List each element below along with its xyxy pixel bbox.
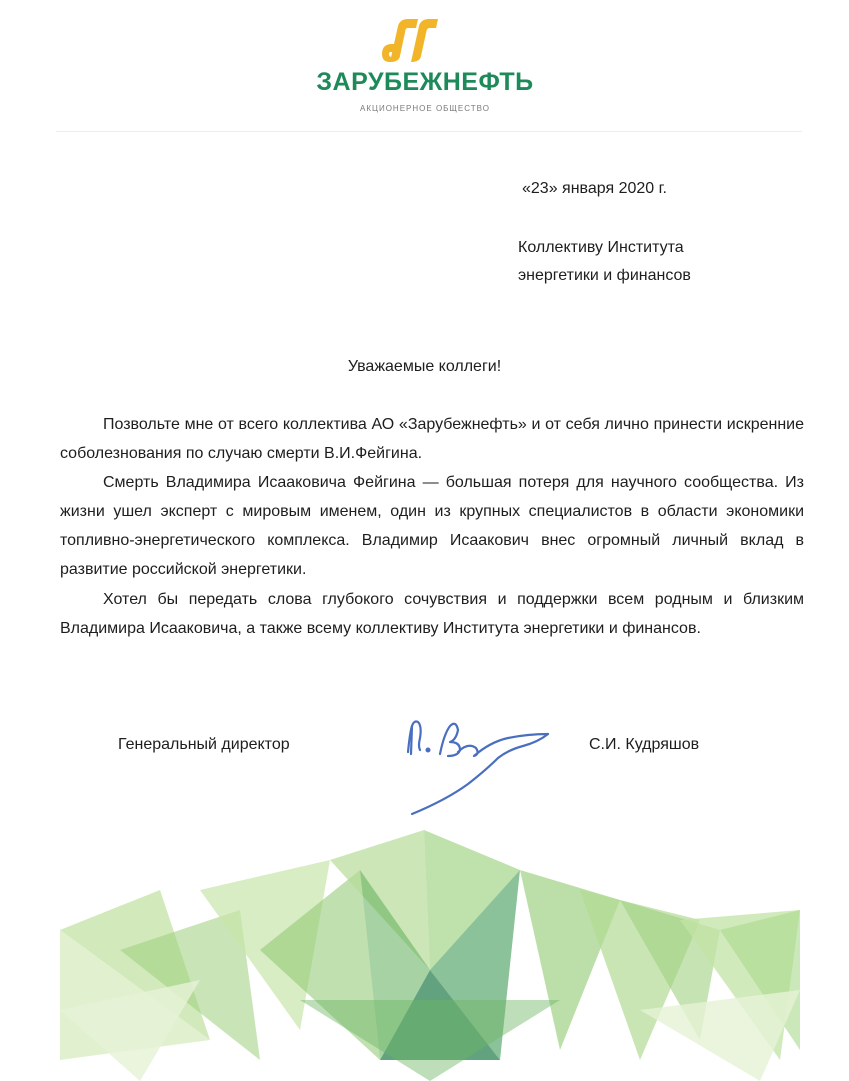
body-paragraph-1: Позвольте мне от всего коллектива АО «Зарубежнефть» и от себя лично принести искренние соболезнования по случаю смерти В.И.Фейгина. [60, 416, 804, 462]
letter-date: «23» января 2020 г. [522, 180, 667, 197]
recipient-line-2: энергетики и финансов [518, 267, 691, 284]
signer-title: Генеральный директор [118, 736, 290, 753]
company-logo-icon [378, 14, 440, 66]
body-paragraph-3: Хотел бы передать слова глубокого сочувствия и поддержки всем родным и близким Владимира Исааковича, а также всему коллективу Института энергетики и финансов. [60, 591, 804, 637]
company-subtitle: АКЦИОНЕРНОЕ ОБЩЕСТВО [360, 104, 490, 113]
header-divider [56, 131, 802, 132]
salutation: Уважаемые коллеги! [347, 358, 502, 375]
signer-name: С.И. Кудряшов [589, 736, 700, 753]
body-paragraph-2: Смерть Владимира Исааковича Фейгина — большая потеря для научного сообщества. Из жизни ушел эксперт с мировым именем, один из крупных специалистов в области экономики топливно-энергетического комплекса. Владимир Исаакович внес огромный личный вклад в развитие российской энергетики. [60, 474, 804, 578]
company-name: ЗАРУБЕЖНЕФТЬ [316, 68, 534, 96]
recipient-line-1: Коллективу Института [518, 239, 684, 256]
handwritten-signature-icon [398, 712, 563, 822]
decorative-footer-pattern [0, 830, 849, 1081]
